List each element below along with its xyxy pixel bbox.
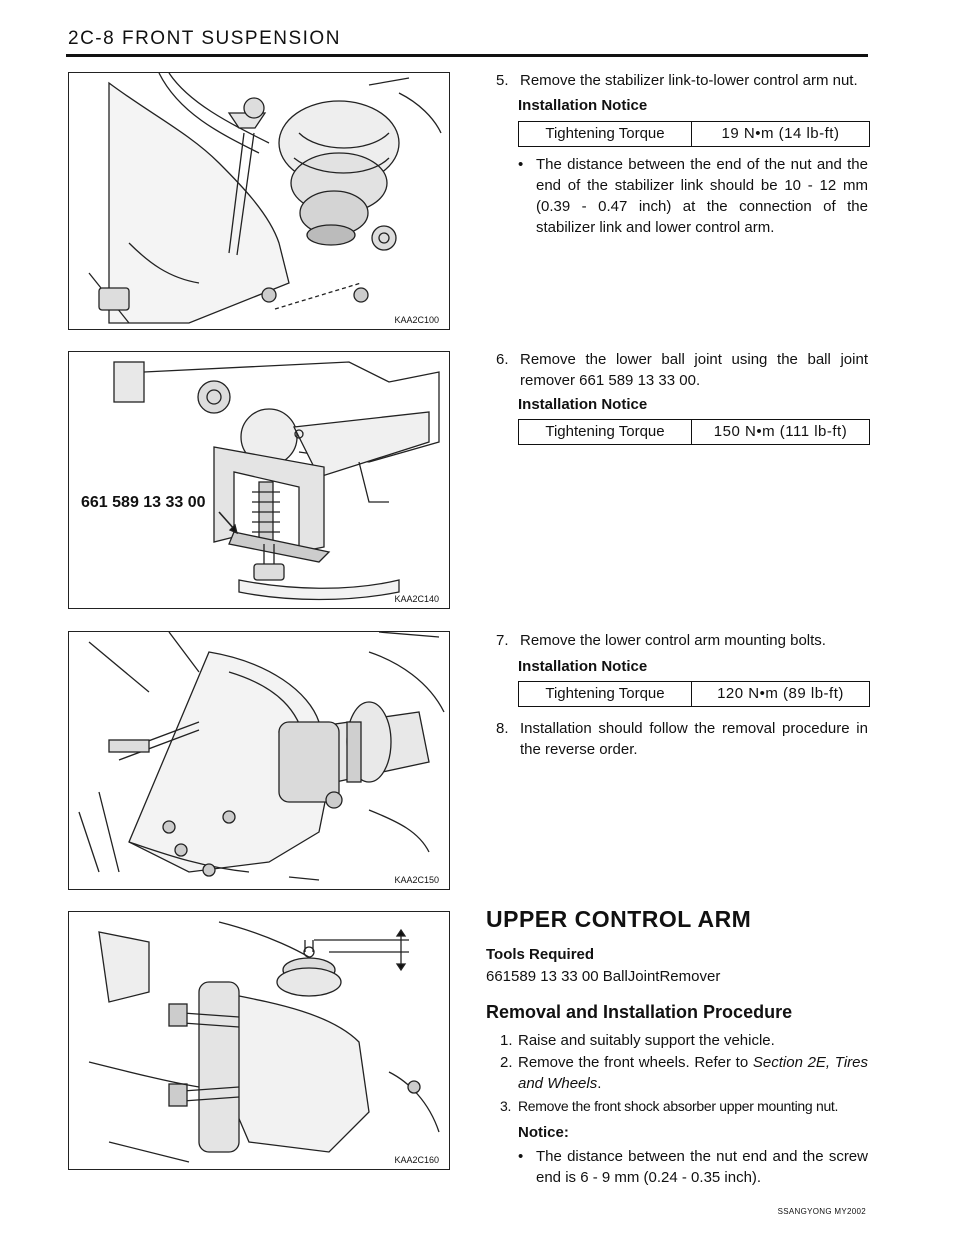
procedure-step-2 <box>486 1052 868 1094</box>
step-5 <box>496 70 868 91</box>
torque-table-step-7 <box>518 681 870 707</box>
torque-label: Tightening Torque <box>519 420 692 444</box>
tools-required-heading: Tools Required <box>486 946 595 963</box>
bullet-nut-distance <box>518 1146 868 1188</box>
figure-lower-control-arm <box>68 631 450 890</box>
step-text: Raise and suitably support the vehicle. <box>518 1032 775 1049</box>
bullet-dot: • <box>518 1148 524 1165</box>
section-title: UPPER CONTROL ARM <box>486 906 752 932</box>
figure-upper-control-arm <box>68 911 450 1170</box>
step-8 <box>496 718 868 760</box>
figure-caption: KAA2C160 <box>394 1155 439 1165</box>
procedure-step-1 <box>486 1030 868 1051</box>
torque-value: 120 N•m (89 lb-ft) <box>717 685 844 702</box>
step-text: Remove the lower ball joint using the ball joint remover 661 589 13 33 00. <box>520 351 868 389</box>
step-text: Remove the lower control arm mounting bolts. <box>520 632 826 649</box>
step-number: 8. <box>496 720 509 737</box>
section-reference-link[interactable]: Section 2E, Tires and Wheels <box>518 1054 868 1092</box>
notice-heading: Notice: <box>518 1124 569 1141</box>
torque-value: 19 N•m (14 lb-ft) <box>721 125 840 142</box>
procedure-heading: Removal and Installation Procedure <box>486 1002 793 1022</box>
procedure-step-3 <box>486 1096 868 1117</box>
bullet-text: The distance between the nut end and the screw end is 6 - 9 mm (0.24 - 0.35 inch). <box>536 1148 868 1186</box>
step-number: 1. <box>500 1032 513 1049</box>
bullet-text: The distance between the end of the nut and the end of the stabilizer link should be 10 - 12 mm (0.39 - 0.47 inch) at the connection of the stabilizer link and lower control arm. <box>536 156 868 236</box>
bullet-dot: • <box>518 156 524 173</box>
step-number: 3. <box>500 1098 512 1114</box>
page-header-title: 2C-8 FRONT SUSPENSION <box>68 28 341 49</box>
figure-ball-joint-remover <box>68 351 450 609</box>
installation-notice-heading: Installation Notice <box>518 396 648 413</box>
step-6 <box>496 349 868 391</box>
figure-caption: KAA2C140 <box>394 594 439 604</box>
tools-required-text: 661589 13 33 00 BallJointRemover <box>486 968 721 985</box>
step-7 <box>496 630 868 651</box>
torque-table-step-6 <box>518 419 870 445</box>
figure-caption: KAA2C150 <box>394 875 439 885</box>
installation-notice-heading: Installation Notice <box>518 658 648 675</box>
step-text: Installation should follow the removal procedure in the reverse order. <box>520 720 868 758</box>
step-text-part: Remove the front wheels. Refer to <box>518 1054 753 1071</box>
torque-label: Tightening Torque <box>519 682 692 706</box>
step-number: 2. <box>500 1054 513 1071</box>
installation-notice-heading: Installation Notice <box>518 97 648 114</box>
torque-label: Tightening Torque <box>519 122 692 146</box>
step-number: 5. <box>496 72 509 89</box>
figure-stabilizer-link <box>68 72 450 330</box>
step-number: 7. <box>496 632 509 649</box>
tool-number-label: 661 589 13 33 00 <box>81 494 206 511</box>
torque-value: 150 N•m (111 lb-ft) <box>713 423 848 440</box>
step-text: Remove the stabilizer link-to-lower control arm nut. <box>520 72 858 89</box>
step-text <box>518 1052 868 1094</box>
step-number: 6. <box>496 351 509 368</box>
bullet-stabilizer-distance <box>518 154 868 238</box>
page-footer: SSANGYONG MY2002 <box>777 1207 866 1216</box>
torque-table-step-5 <box>518 121 870 147</box>
header-rule <box>66 54 868 57</box>
figure-caption: KAA2C100 <box>394 315 439 325</box>
step-text-part: . <box>597 1075 602 1092</box>
step-text: Remove the front shock absorber upper mounting nut. <box>518 1098 839 1114</box>
